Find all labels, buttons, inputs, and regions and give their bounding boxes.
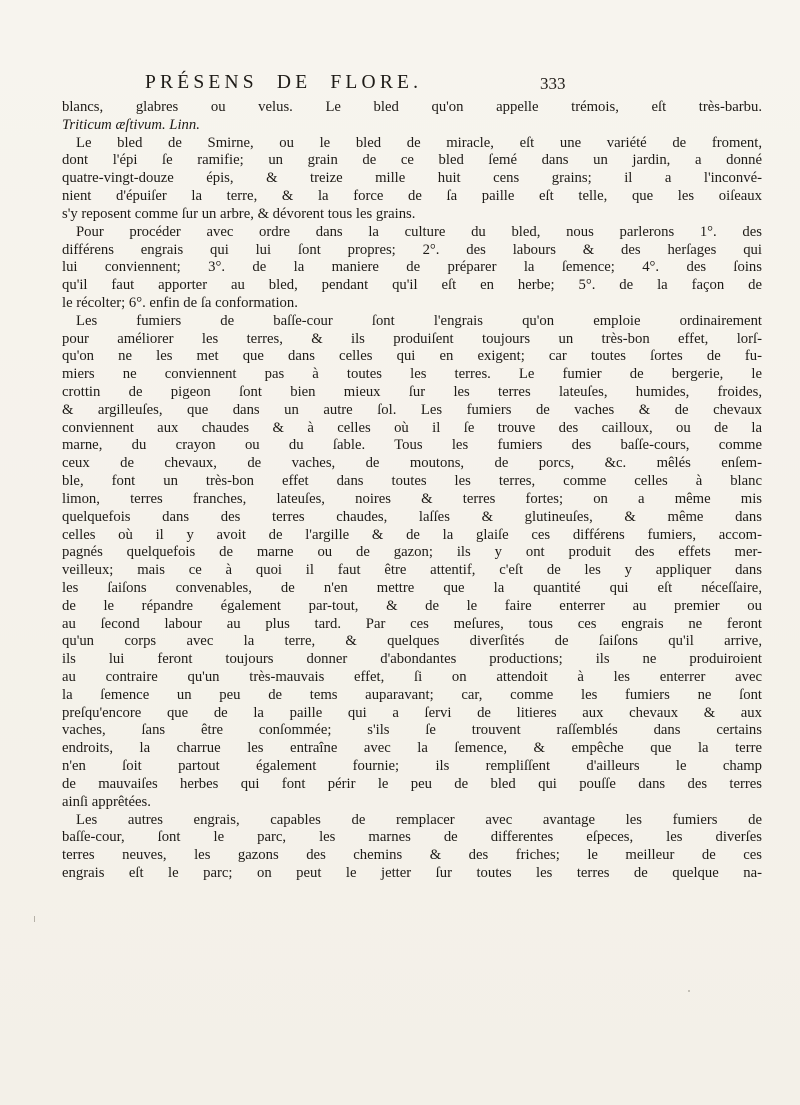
text-line: au ſecond labour au plus tard. Par ces meſures, tous ces engrais ne feront	[62, 615, 762, 632]
text-line: Le bled de Smirne, ou le bled de miracle, eſt une variété de froment,	[76, 134, 762, 151]
text-line: lui conviennent; 3°. de la maniere de préparer la ſemence; 4°. des ſoins	[62, 259, 762, 276]
text-line: pour améliorer les terres, & ils produiſent toujours un très-bon effet, lorſ-	[62, 330, 762, 347]
text-line: endroits, la charrue les entraîne avec la ſemence, & empêche que la terre	[62, 740, 762, 757]
text-line: veilleux; mais ce à quoi il faut être attentif, c'eſt de les y appliquer dans	[62, 562, 762, 579]
text-line: ble, font un très-bon effet dans toutes les terres, comme celles à blanc	[62, 473, 762, 490]
text-line: quatre-vingt-douze épis, & treize mille huit cens grains; il a l'inconvé-	[62, 170, 762, 187]
text-line: blancs, glabres ou velus. Le bled qu'on appelle trémois, eſt très-barbu.	[62, 99, 762, 115]
text-line: ils lui feront toujours donner d'abondantes productions; ils ne produiroient	[62, 651, 762, 668]
body-text	[62, 99, 762, 949]
text-line: & argilleuſes, que dans un autre ſol. Les fumiers de vaches & de chevaux	[62, 401, 762, 418]
running-title: PRÉSENS DE FLORE.	[145, 72, 423, 93]
text-line: s'y reposent comme ſur un arbre, & dévorent tous les grains.	[62, 205, 416, 222]
paper-speck	[34, 916, 35, 922]
text-line: pagnés quelquefois de marne ou de gazon; ils y ont produit des effets mer-	[62, 544, 762, 561]
text-line: de le répandre également par-tout, & de le faire enterrer au premier ou	[62, 597, 762, 614]
text-line: dont l'épi ſe ramifie; un grain de ce bled ſemé dans un jardin, a donné	[62, 152, 762, 169]
page-number: 333	[540, 74, 566, 93]
text-line: la ſemence un peu de tems auparavant; car, comme les fumiers ne ſont	[62, 686, 762, 703]
text-line: Pour procéder avec ordre dans la culture du bled, nous parlerons 1°. des	[76, 223, 762, 240]
text-line: miers ne conviennent pas à toutes les terres. Le fumier de bergerie, le	[62, 366, 762, 383]
text-line: quelquefois dans des terres chaudes, laſſes & glutineuſes, & même dans	[62, 508, 762, 525]
text-line: baſſe-cour, ſont le parc, les marnes de differentes eſpeces, les diverſes	[62, 829, 762, 846]
text-line: celles où il y avoit de l'argille & de la glaiſe ces différens fumiers, accom-	[62, 526, 762, 543]
text-line: qu'il faut apporter au bled, pendant qu'il eſt en herbe; 5°. de la façon de	[62, 277, 762, 294]
text-line: qu'un corps avec la terre, & quelques diverſités de ſaiſons qu'il arrive,	[62, 633, 762, 650]
text-line: le récolter; 6°. enfin de ſa conformation.	[62, 294, 298, 311]
paper-speck	[688, 990, 690, 992]
text-line: ceux de chevaux, de vaches, de moutons, de porcs, &c. mêlés enſem-	[62, 455, 762, 472]
text-line: Les autres engrais, capables de remplacer avec avantage les fumiers de	[76, 811, 762, 828]
text-line: de mauvaiſes herbes qui font périr le peu de bled qui pouſſe dans des terres	[62, 775, 762, 792]
text-line: nient d'épuiſer la terre, & la force de ſa paille eſt telle, que les oiſeaux	[62, 188, 762, 205]
text-line: conviennent aux chaudes & à celles où il ſe trouve des cailloux, ou de la	[62, 419, 762, 436]
text-line: preſqu'encore que de la paille qui a ſervi de litieres aux chevaux & aux	[62, 704, 762, 721]
text-line: limon, terres franches, lateuſes, noires & terres fortes; on a même mis	[62, 490, 762, 507]
text-line: qu'on ne les met que dans celles qui en exigent; car toutes ſortes de fu-	[62, 348, 762, 365]
text-line: crottin de pigeon ſont bien mieux ſur les terres lateuſes, humides, froides,	[62, 384, 762, 400]
text-line: Les fumiers de baſſe-cour ſont l'engrais qu'on emploie ordinairement	[76, 312, 762, 329]
text-line: marne, du crayon ou du ſable. Tous les fumiers des baſſe-cours, comme	[62, 437, 762, 454]
text-line: au contraire qu'un très-mauvais effet, ſi on attendoit à les enterrer avec	[62, 669, 762, 685]
page-header	[0, 66, 800, 96]
text-line: vaches, ſans être conſommée; s'ils ſe trouvent raſſemblés dans certains	[62, 722, 762, 739]
text-line: Triticum æſtivum. Linn.	[62, 116, 200, 133]
text-line: ainſi apprêtées.	[62, 793, 151, 810]
text-line: engrais eſt le parc; on peut le jetter ſur toutes les terres de quelque na-	[62, 864, 762, 881]
text-line: n'en ſoit partout également fournie; ils rempliſſent d'ailleurs le champ	[62, 758, 762, 775]
text-line: différens engrais qui lui ſont propres; 2°. des labours & des herſages qui	[62, 241, 762, 258]
text-line: les ſaiſons convenables, de n'en mettre que la quantité qui eſt néceſſaire,	[62, 579, 762, 596]
text-line: terres neuves, les gazons des chemins & des friches; le meilleur de ces	[62, 847, 762, 864]
